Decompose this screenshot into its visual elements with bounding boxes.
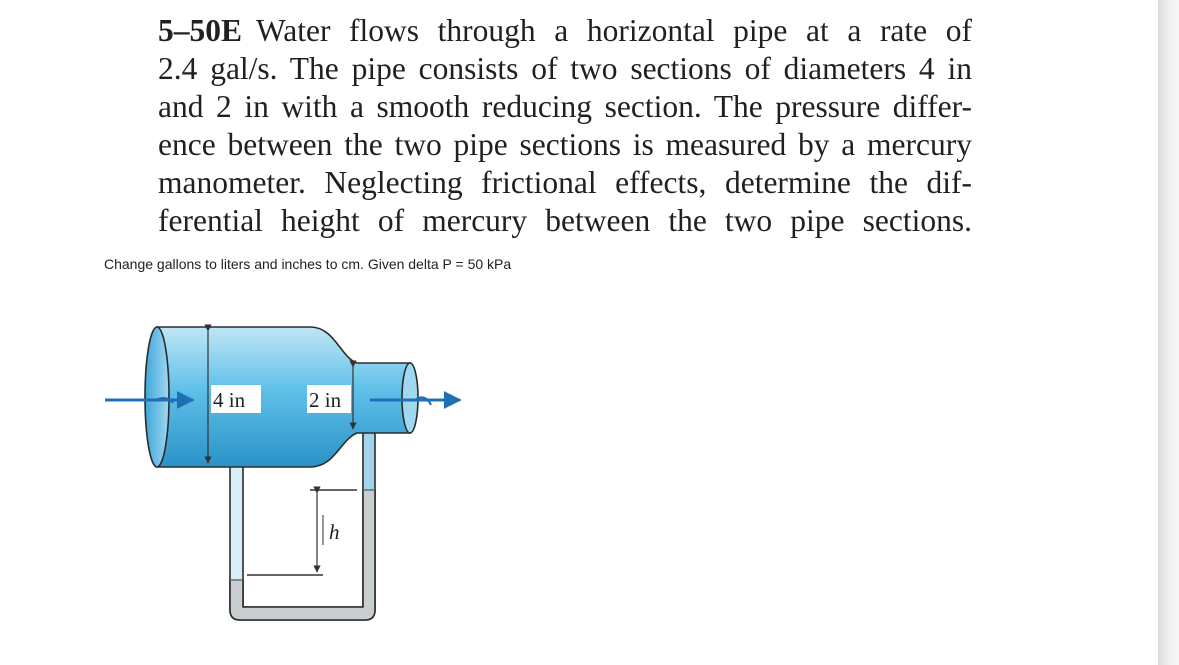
problem-line-2: 2.4 gal/s. The pipe consists of two sections of diameters 4 in [158, 51, 972, 86]
instructor-note: Change gallons to liters and inches to cm. Given delta P = 50 kPa [104, 256, 512, 272]
pipe-manometer-figure [95, 315, 475, 630]
pipe-inlet-end [145, 327, 169, 467]
problem-line-1: 5–50E Water flows through a horizontal pipe at a rate of [158, 13, 972, 48]
mercury-column [230, 490, 375, 620]
problem-line-4: ence between the two pipe sections is measured by a mercury [158, 127, 972, 162]
problem-number: 5–50E [158, 13, 243, 48]
large-diameter-label: 4 in [213, 388, 246, 412]
pipe-outlet-end [402, 363, 418, 433]
height-indicator [247, 490, 357, 575]
problem-line-3: and 2 in with a smooth reducing section. The pressure differ- [158, 89, 972, 124]
height-label: h [329, 520, 340, 544]
scroll-edge [1158, 0, 1179, 665]
problem-statement [158, 12, 972, 240]
small-diameter-label: 2 in [309, 388, 342, 412]
problem-line-6: ferential height of mercury between the two pipe sections. [158, 203, 972, 238]
problem-line-5: manometer. Neglecting frictional effects, determine the dif- [158, 165, 972, 200]
